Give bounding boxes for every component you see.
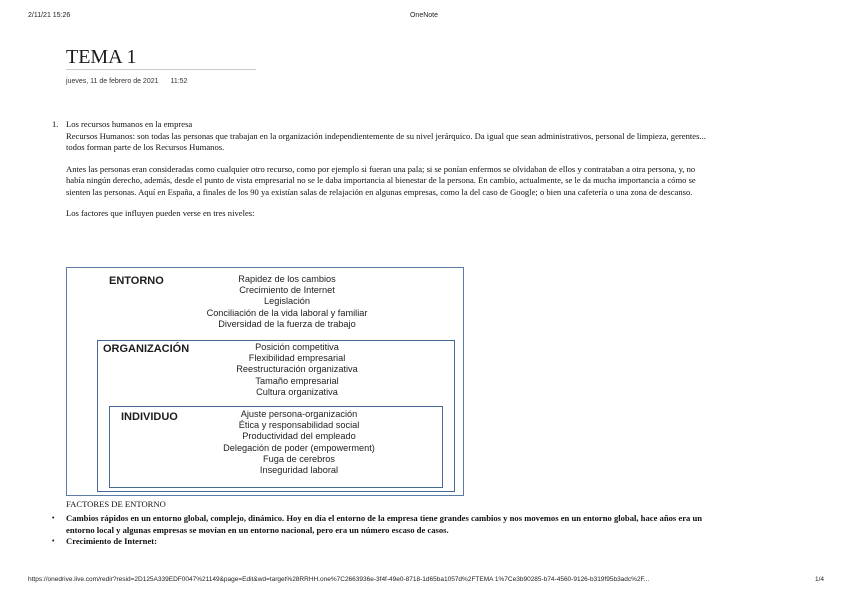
paragraph-definition: Recursos Humanos: son todas las personas que trabajan en la organización independientemente de su nivel jerárquico. Da igual que sean administrativos, personal de limpieza, gerentes... todos forman parte de los Recursos Humanos.: [66, 130, 706, 152]
list-item: Conciliación de la vida laboral y familiar: [206, 307, 368, 318]
list-item: Tamaño empresarial: [255, 375, 339, 386]
list-item: Productividad del empleado: [242, 431, 356, 442]
list-item: Diversidad de la fuerza de trabajo: [218, 318, 356, 329]
print-datetime: 2/11/21 15:26: [28, 12, 71, 19]
level-items-entorno: [157, 274, 417, 330]
section-recursos-humanos: [52, 119, 706, 220]
page-time-text: 11:52: [170, 78, 188, 85]
page-date-text: jueves, 11 de febrero de 2021: [66, 78, 159, 85]
list-item: Delegación de poder (empowerment): [223, 442, 375, 453]
list-item: Rapidez de los cambios: [238, 274, 336, 284]
app-name: OneNote: [409, 12, 439, 19]
page-title: TEMA 1: [66, 46, 137, 68]
list-item: Posición competitiva: [255, 342, 339, 352]
section-heading: Los recursos humanos en la empresa: [66, 119, 193, 129]
paragraph-levels-intro: Los factores que influyen pueden verse en tres niveles:: [66, 208, 255, 218]
page-date: [66, 78, 187, 85]
list-item: Fuga de cerebros: [262, 453, 335, 464]
level-label-organizacion: ORGANIZACIÓN: [103, 343, 190, 355]
list-item: Legislación: [264, 296, 310, 307]
title-underline: [66, 69, 256, 70]
list-number: 1.: [52, 119, 59, 129]
level-items-individuo: [179, 409, 419, 476]
footer-url: https://onedrive.live.com/redir?resid=2D125A339EDF0047%21149&page=Edit&wd=target%28RRHH.one%7C2663936e-3f4f-49e0-8718-1d65ba1057d%2FTEMA 1%7Ce3b90285-b74-4560-9126-b319f95b3adc%2F...: [28, 576, 650, 583]
list-item: Reestructuración organizativa: [236, 364, 358, 375]
section-heading-entorno: FACTORES DE ENTORNO: [66, 499, 166, 509]
list-item: Flexibilidad empresarial: [248, 353, 346, 364]
list-item: Ajuste persona-organización: [240, 409, 358, 419]
list-item: Crecimiento de Internet: [239, 285, 335, 296]
level-items-organizacion: [177, 342, 417, 398]
list-item: • Crecimiento de Internet:: [66, 536, 706, 548]
level-label-individuo: INDIVIDUO: [121, 411, 178, 423]
levels-diagram: [66, 267, 464, 496]
list-item: Ética y responsabilidad social: [238, 420, 360, 431]
paragraph-history: Antes las personas eran consideradas como cualquier otro recurso, como por ejemplo si fueran una pala; si se ponían enfermos se olvidaban de ellos y contrataban a otra persona, y, no había ningún derecho, además, desde el punto de vista empresarial no se le daba importancia al bienestar de la persona. En cambio, actualmente, se le da mucha importancia a cómo se sienten las personas. Aquí en España, a finales de los 90 ya existían salas de relajación en algunas empresas, como la del caso de Google; o bien una cafetería o una zona de descanso.: [66, 163, 696, 197]
entorno-bullet-list: [66, 513, 706, 548]
level-label-entorno: ENTORNO: [109, 275, 164, 287]
list-item: • Cambios rápidos en un entorno global, complejo, dinámico. Hoy en día el entorno de la empresa tiene grandes cambios y nos movemos en un entorno global, hace años era un entorno local y algunas empresas se movían en un entorno nacional, pero era un número escaso de casos.: [66, 513, 706, 536]
list-item: Cultura organizativa: [256, 386, 338, 397]
page-number: 1/4: [814, 576, 824, 583]
list-item: Inseguridad laboral: [259, 465, 339, 476]
